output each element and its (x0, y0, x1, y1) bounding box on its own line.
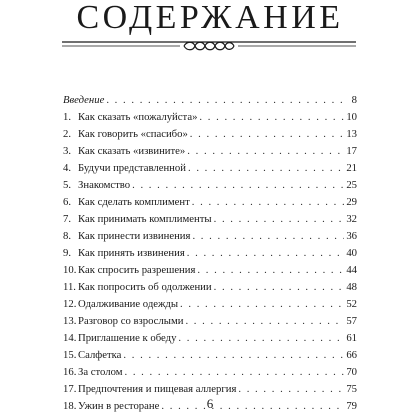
toc-entry-page: 70 (346, 366, 357, 378)
toc-entry-title: Как принимать комплименты (78, 213, 212, 225)
toc-entry-number: 3. (63, 145, 72, 157)
dot-leader (188, 162, 344, 174)
toc-entry-title: Введение (63, 94, 105, 106)
dot-leader (190, 128, 344, 140)
toc-entry-number: 9. (63, 247, 72, 259)
toc-entry[interactable] (63, 196, 357, 213)
dot-leader (238, 383, 344, 395)
toc-entry-title: Приглашение к обеду (78, 332, 177, 344)
dot-leader (106, 94, 344, 106)
toc-entry-number: 11. (63, 281, 76, 293)
toc-entry-page: 79 (346, 400, 357, 412)
dot-leader (180, 298, 344, 310)
dot-leader (197, 264, 344, 276)
toc-entry-number: 4. (63, 162, 72, 174)
toc-entry[interactable] (63, 281, 357, 298)
toc-entry[interactable] (63, 349, 357, 366)
toc-entry-page: 29 (346, 196, 357, 208)
toc-entry-title: Одалживание одежды (78, 298, 179, 310)
toc-entry-title: Как говорить «спасибо» (78, 128, 188, 140)
toc-entry[interactable] (63, 332, 357, 349)
toc-entry-number: 1. (63, 111, 72, 123)
toc-entry-title: Ужин в ресторане (78, 400, 160, 412)
dot-leader (192, 196, 344, 208)
toc-entry-title: Предпочтения и пищевая аллергия (78, 383, 237, 395)
toc-entry[interactable] (63, 315, 357, 332)
toc-entry-page: 48 (346, 281, 357, 293)
toc-entry-title: Как спросить разрешения (78, 264, 196, 276)
toc-entry-page: 40 (346, 247, 357, 259)
dot-leader (199, 111, 344, 123)
toc-entry-page: 36 (346, 230, 357, 242)
toc-entry-title: Будучи представленной (78, 162, 186, 174)
page-title: СОДЕРЖАНИЕ (76, 0, 344, 36)
toc-entry[interactable] (63, 162, 357, 179)
toc-entry[interactable] (63, 145, 357, 162)
toc-entry-number: 12. (63, 298, 77, 310)
toc-entry-title: Как сказать «извините» (78, 145, 186, 157)
dot-leader (132, 179, 344, 191)
toc-entry-title: Как принести извинения (78, 230, 191, 242)
toc-entry-page: 10 (346, 111, 357, 123)
toc-entry-number: 10. (63, 264, 77, 276)
toc-entry-title: Салфетка (78, 349, 122, 361)
toc-entry-number: 7. (63, 213, 72, 225)
toc-entry-number: 18. (63, 400, 77, 412)
toc-entry-title: Знакомство (78, 179, 131, 191)
dot-leader (187, 247, 344, 259)
toc-entry[interactable] (63, 230, 357, 247)
dot-leader (124, 366, 344, 378)
toc-entry-title: Как сказать «пожалуйста» (78, 111, 198, 123)
toc-entry-title: Разговор со взрослыми (78, 315, 184, 327)
toc-entry-title: Как сделать комплимент (78, 196, 190, 208)
dot-leader (214, 213, 344, 225)
toc-entry-page: 57 (346, 315, 357, 327)
toc-entry-page: 75 (346, 383, 357, 395)
dot-leader (185, 315, 344, 327)
toc-entry-number: 14. (63, 332, 77, 344)
toc-entry-number: 17. (63, 383, 77, 395)
page-number: 6 (206, 396, 214, 411)
toc-entry-number: 5. (63, 179, 72, 191)
toc-entry[interactable] (63, 213, 357, 230)
toc-entry-page: 66 (346, 349, 357, 361)
toc-entry-number: 16. (63, 366, 77, 378)
dot-leader (192, 230, 344, 242)
toc-entry-page: 17 (346, 145, 357, 157)
toc-entry-page: 32 (346, 213, 357, 225)
toc-entry-title: Как попросить об одолжении (78, 281, 212, 293)
toc-entry-page: 44 (346, 264, 357, 276)
toc-entry[interactable] (63, 366, 357, 383)
table-of-contents (63, 94, 357, 417)
toc-entry-page: 25 (346, 179, 357, 191)
toc-entry-number: 13. (63, 315, 77, 327)
toc-entry[interactable] (63, 247, 357, 264)
toc-entry[interactable] (63, 128, 357, 145)
toc-entry-number: 2. (63, 128, 72, 140)
toc-entry-page: 61 (346, 332, 357, 344)
toc-entry-page: 52 (346, 298, 357, 310)
toc-entry[interactable] (63, 179, 357, 196)
dot-leader (187, 145, 344, 157)
dot-leader (214, 281, 344, 293)
dot-leader (178, 332, 344, 344)
toc-entry-number: 15. (63, 349, 77, 361)
toc-entry-page: 21 (346, 162, 357, 174)
toc-entry-title: За столом (78, 366, 123, 378)
toc-entry-number: 6. (63, 196, 72, 208)
toc-entry-number: 8. (63, 230, 72, 242)
toc-entry[interactable] (63, 94, 357, 111)
ornament-divider (62, 39, 356, 53)
toc-entry-title: Как принять извинения (78, 247, 185, 259)
toc-entry-page: 8 (351, 94, 357, 106)
toc-entry[interactable] (63, 264, 357, 281)
toc-entry-page: 13 (346, 128, 357, 140)
toc-entry[interactable] (63, 111, 357, 128)
toc-entry[interactable] (63, 298, 357, 315)
dot-leader (123, 349, 344, 361)
